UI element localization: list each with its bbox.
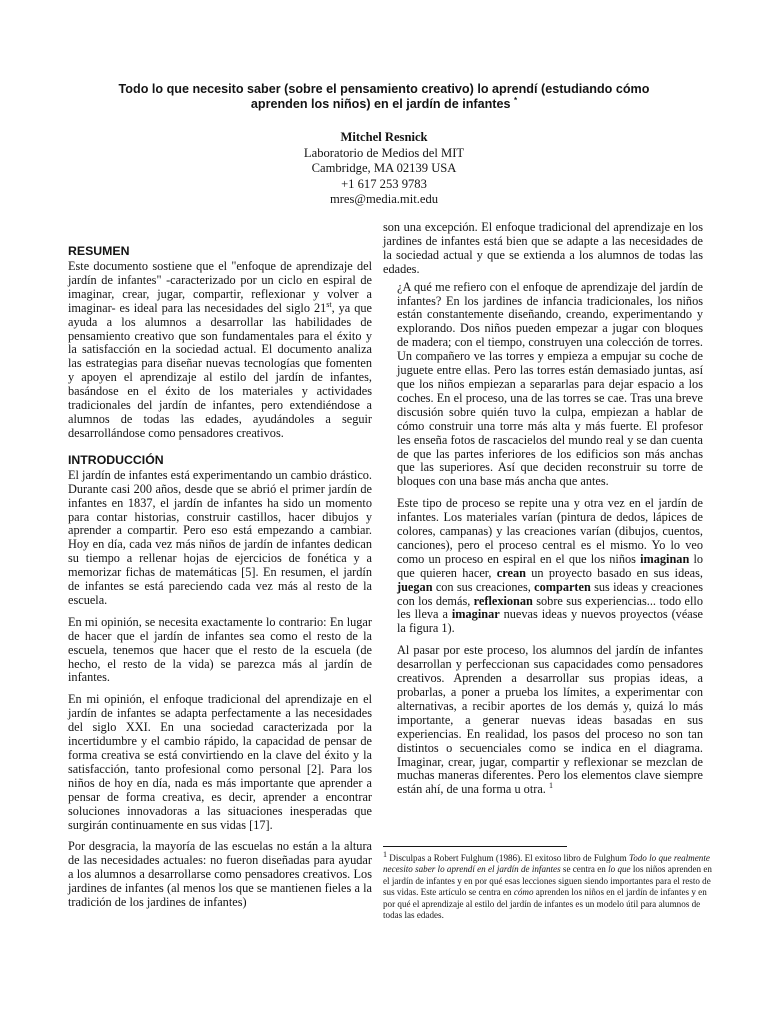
author-affiliation: Laboratorio de Medios del MIT bbox=[303, 145, 465, 160]
author-address: Cambridge, MA 02139 USA bbox=[311, 161, 457, 175]
introduction-heading: INTRODUCCIÓN bbox=[68, 452, 164, 467]
author-block bbox=[184, 130, 584, 208]
footnote-marker: 1 bbox=[383, 849, 387, 859]
ordinal-suffix: st bbox=[326, 299, 332, 309]
right-paragraph-2: ¿A qué me refiero con el enfoque de aprendizaje del jardín de infantes? En los jardines de infancia tradicionales, los niños están constantemente diseñando, creando, experimentando y explorando. Dos niños pueden empezar a jugar con bloques de madera; con el tiempo, construyen una colección de torres. Un compañero ve las torres y empieza a empujar su coche de juguete entre ellas. Pero las torres están demasiado juntas, así que los niños empiezan a separarlas para dejar espacio a los coches. En el proceso, una de las torres se cae. Tras una breve discusión sobre quién tuvo la culpa, empiezan a hablar de cómo construir una torre más alta y más fuerte. El profesor les enseña fotos de rascacielos del mundo real y se dan cuenta de que las partes inferiores de los edificios son más anchas que las superiores. Así que deciden reconstruir su torre de bloques con una base más ancha que antes. bbox=[397, 279, 703, 489]
abstract-heading: RESUMEN bbox=[68, 244, 130, 258]
author-email: mres@media.mit.edu bbox=[329, 192, 439, 206]
right-paragraph-3: Este tipo de proceso se repite una y otra vez en el jardín de infantes. Los materiales varían (pintura de dedos, lápices de colores, campanas) y las creaciones varían (dibujos, cuentos, canciones), pero el proceso central es el mismo. Yo lo veo como un proceso en espiral en el que los niños imaginan lo que quieren hacer, crean un proyecto basado en sus ideas, juegan con sus creaciones, comparten sus ideas y creaciones con los demás, reflexionan sobre sus experiencias... todo ello les lleva a imaginar nuevas ideas y nuevos proyectos (véase la figura 1). bbox=[397, 496, 704, 636]
title-line-1: Todo lo que necesito saber (sobre el pensamiento creativo) lo aprendí (estudiando cómo bbox=[118, 82, 650, 96]
left-column bbox=[68, 244, 372, 918]
right-paragraph-4: Al pasar por este proceso, los alumnos del jardín de infantes desarrollan y perfeccionan sus capacidades como pensadores creativos. Aprenden a desarrollar sus propias ideas, a probarlas, a poner a prueba los límites, a experimentar con alternativas, a recibir aportes de los demás y, quizá lo más importante, a generar nuevas ideas basadas en sus experiencias. En realidad, los pasos del proceso no son tan distintos o secuenciales como se indica en el diagrama. Imaginar, crear, jugar, compartir y reflexionar se mezclan de muchas maneras diferentes. Pero los elementos clave siempre están ahí, de una forma u otra. $^1$ bbox=[397, 643, 703, 797]
title-line-2: aprenden los niños) en el jardín de infantes * bbox=[250, 95, 518, 111]
author-phone: +1 617 253 9783 bbox=[341, 176, 427, 191]
intro-paragraph-4: Por desgracia, la mayoría de las escuelas no están a la altura de las necesidades actuales: no fueron diseñadas para ayudar a los alumnos a desarrollarse como pensadores creativos. Los jardines de infantes (al menos los que se mantienen fieles a la tradición de los jardines de infantes) bbox=[68, 839, 372, 910]
right-paragraph-1: son una excepción. El enfoque tradicional del aprendizaje en los jardines de infantes está bien que se adapte a las necesidades de la sociedad actual y que se extienda a los alumnos de todas las edades. bbox=[383, 220, 703, 276]
intro-paragraph-2: En mi opinión, se necesita exactamente lo contrario: En lugar de hacer que el jardín de infantes sea como el resto de la escuela, tenemos que hacer que el resto de la escuela (de hecho, el resto de la vida) se parezca más al jardín de infantes. bbox=[68, 614, 372, 685]
footnote-ref: 1 bbox=[548, 781, 553, 791]
intro-paragraph-1: El jardín de infantes está experimentando un cambio drástico. Durante casi 200 años, desde que se abrió el primer jardín de infantes en 1837, el jardín de infantes ha sido un momento para contar historias, construir castillos, hacer dibujos y aprender a compartir. Pero eso está empezando a cambiar. Hoy en día, cada vez más niños de jardín de infantes dedican su tiempo a rellenar hojas de ejercicios de fonética y a memorizar fichas de matemáticas [5]. En resumen, el jardín de infantes se está pareciendo cada vez más al resto de la escuela. bbox=[68, 467, 372, 607]
abstract-body: Este documento sostiene que el "enfoque de aprendizaje del jardín de infantes" -caracterizado por un ciclo en espiral de imaginar, crear, jugar, compartir, reflexionar y volver a imaginar- es ideal para las necesidades del siglo 21st, ya que ayuda a los alumnos a desarrollar las habilidades de pensamiento creativo que son fundamentales para el éxito y la satisfacción en la sociedad actual. El documento analiza las estrategias para diseñar nuevas tecnologías que fomenten y apoyen el aprendizaje al estilo del jardín de infantes, basándose en el éxito de los materiales y actividades tradicionales del jardín de infantes, pero extendiéndose a alumnos de todas las edades, ayudándoles a seguir desarrollándose como pensadores creativos. bbox=[68, 259, 372, 440]
author-name: Mitchel Resnick bbox=[340, 130, 428, 144]
paper-title bbox=[108, 82, 660, 112]
intro-paragraph-3: En mi opinión, el enfoque tradicional del aprendizaje en el jardín de infantes se adapta perfectamente a las necesidades del siglo XXI. En una sociedad caracterizada por la incertidumbre y el cambio rápido, la capacidad de pensar de forma creativa se está convirtiendo en la clave del éxito y la satisfacción, tanto profesional como personal [2]. Para los niños de hoy en día, nada es más importante que aprender a pensar de forma creativa, es decir, aprender a encontrar soluciones innovadoras a las situaciones inesperadas que surgirán continuamente en sus vidas [17]. bbox=[68, 692, 372, 832]
right-column bbox=[383, 221, 703, 805]
footnote-divider bbox=[383, 846, 567, 847]
title-marker: * bbox=[514, 95, 518, 105]
footnote: 1 Disculpas a Robert Fulghum (1986). El exitoso libro de Fulghum Todo lo que realmente necesito saber lo aprendí en el jardín de infantes se centra en lo que los niños aprenden en el jardín de infantes y en por qué esas lecciones siguen siendo importantes para el resto de sus vidas. Este artículo se centra en cómo aprenden los niños en el jardín de infantes y en por qué el aprendizaje al estilo del jardín de infantes es un modelo útil para alumnos de todas las edades. bbox=[383, 849, 712, 921]
